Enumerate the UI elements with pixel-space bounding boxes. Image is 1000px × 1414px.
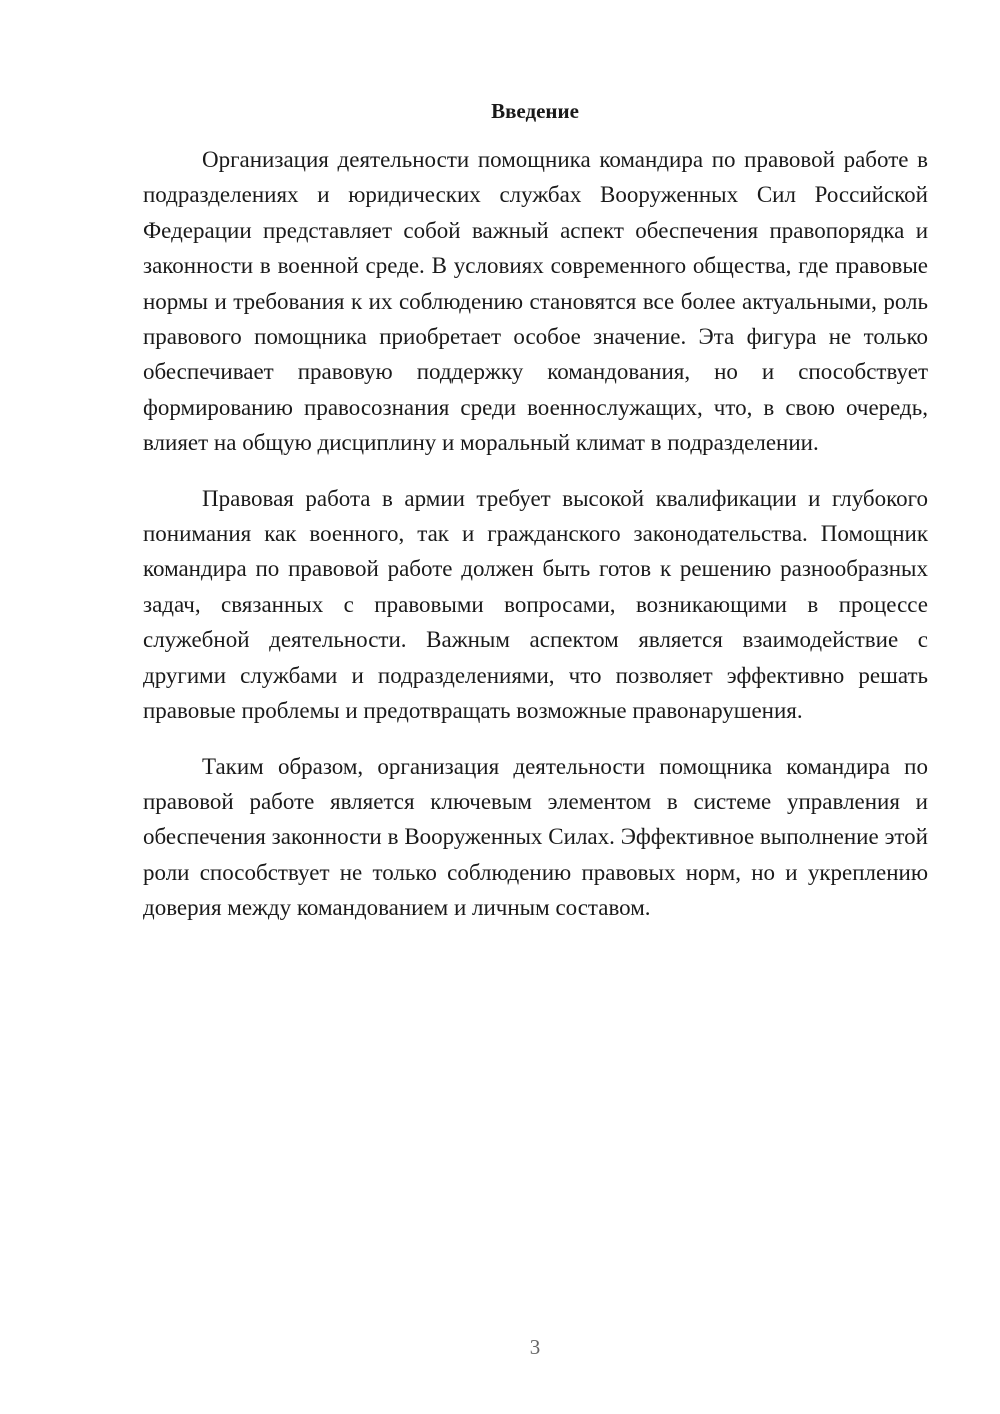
page-number: 3 bbox=[529, 1335, 541, 1359]
body-text bbox=[143, 142, 928, 946]
paragraph-1: Организация деятельности помощника командира по правовой работе в подразделениях и юридических службах Вооруженных Сил Российской Федерации представляет собой важный аспект обеспечения правопорядка и законности в военной среде. В условиях современного общества, где правовые нормы и требования к их соблюдению становятся все более актуальными, роль правового помощника приобретает особое значение. Эта фигура не только обеспечивает правовую поддержку командования, но и способствует формированию правосознания среди военнослужащих, что, в свою очередь, влияет на общую дисциплину и моральный климат в подразделении. bbox=[143, 147, 928, 456]
paragraph-2: Правовая работа в армии требует высокой квалификации и глубокого понимания как военного, так и гражданского законодательства. Помощник командира по правовой работе должен быть готов к решению разнообразных задач, связанных с правовыми вопросами, возникающими в процессе служебной деятельности. Важным аспектом является взаимодействие с другими службами и подразделениями, что позволяет эффективно решать правовые проблемы и предотвращать возможные правонарушения. bbox=[143, 485, 928, 724]
section-title: Введение bbox=[491, 99, 579, 123]
paragraph-3: Таким образом, организация деятельности помощника командира по правовой работе является ключевым элементом в системе управления и обеспечения законности в Вооруженных Силах. Эффективное выполнение этой роли способствует не только соблюдению правовых норм, но и укреплению доверия между командованием и личным составом. bbox=[143, 753, 928, 921]
